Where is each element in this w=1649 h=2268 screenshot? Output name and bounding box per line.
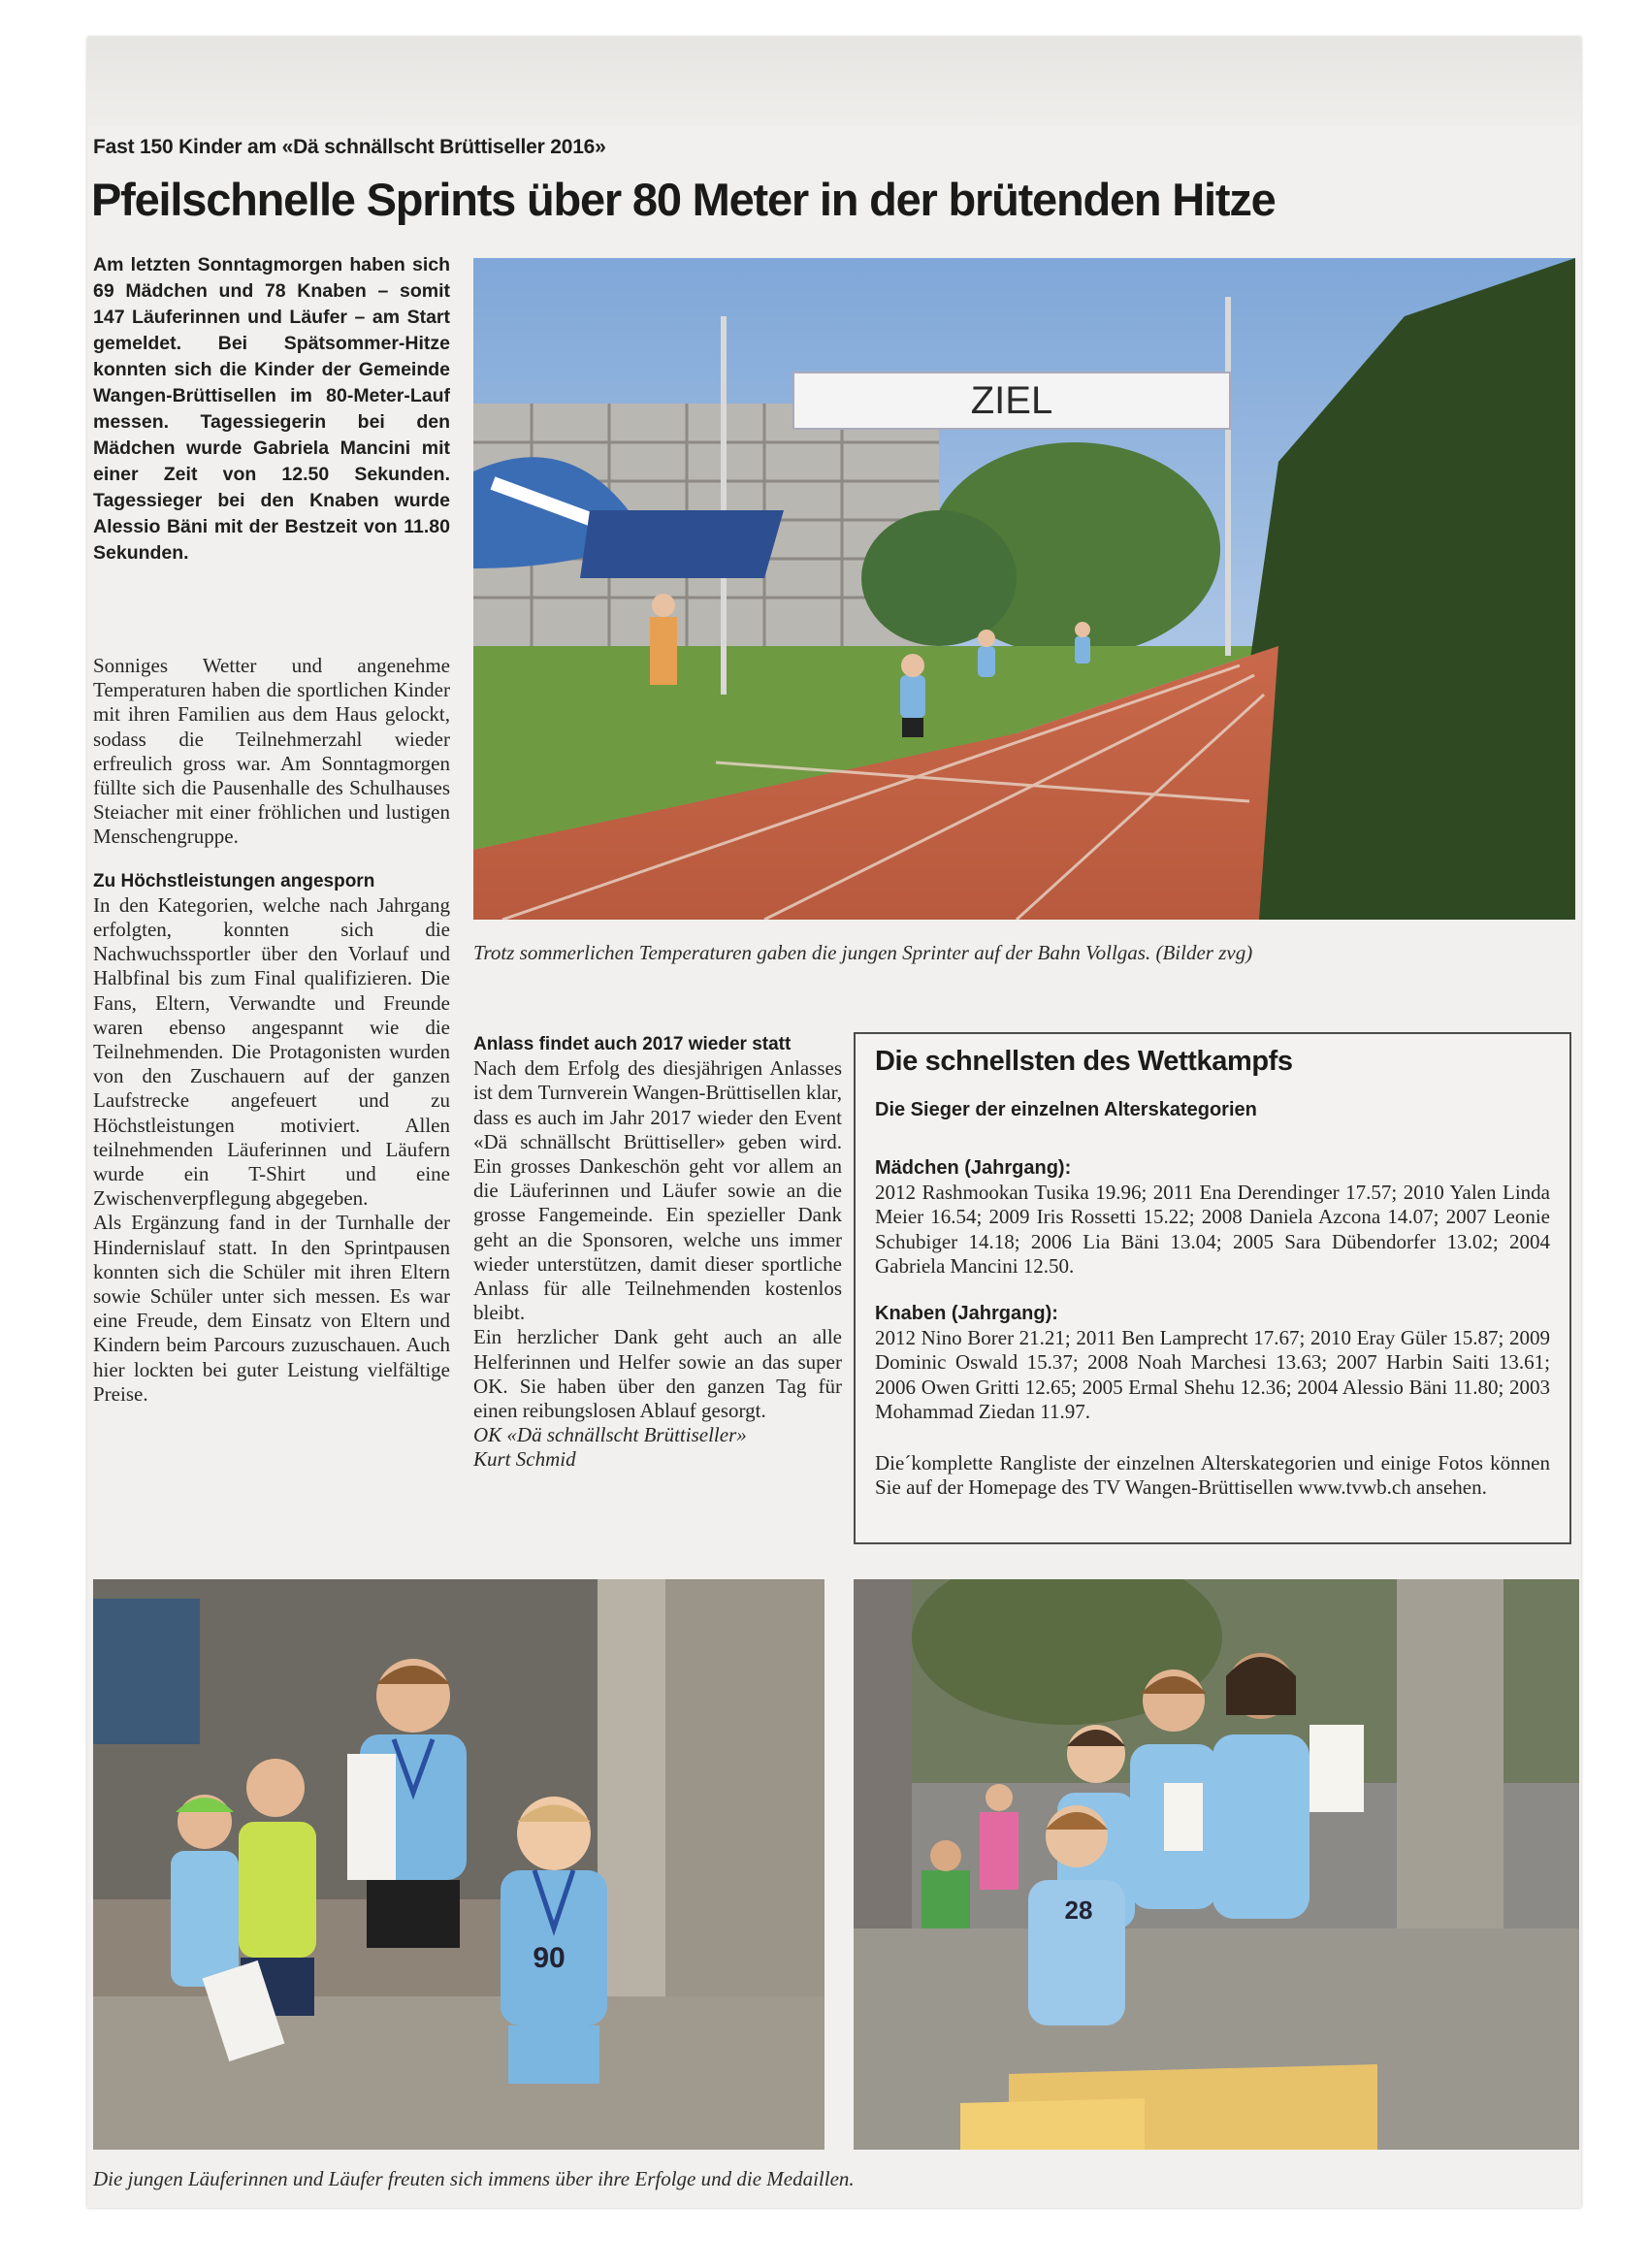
article-paragraph-1: Sonniges Wetter und angenehme Temperaturen haben die sportlichen Kinder mit ihren Familien aus dem Haus gelockt, sodass die Teilnehmerzahl wieder erfreulich gross war. Am Sonntagmorgen füllte sich die Pausenhalle des Schulhauses Steiacher mit einer fröhlichen und lustigen Menschengruppe. <box>93 654 450 849</box>
article-signature-author: Kurt Schmid <box>473 1447 576 1472</box>
finish-banner-text: ZIEL <box>970 379 1053 422</box>
bib-number-90: 90 <box>533 1942 566 1974</box>
article-lead: Am letzten Sonntagmorgen haben sich 69 Mädchen und 78 Knaben – somit 147 Läuferinnen und Läufer – am Start gemeldet. Bei Spätsommer-Hitze konnten sich die Kinder der Gemeinde Wangen-Brüttisellen im 80-Meter-Lauf messen. Tagessiegerin bei den Mädchen wurde Gabriela Mancini mit einer Zeit von 12.50 Sekunden. Tagessieger bei den Knaben wurde Alessio Bäni mit der Bestzeit von 11.80 Sekunden. <box>93 254 450 564</box>
photo-sprint-race <box>473 258 1575 920</box>
photo-boys-medals <box>93 1579 824 2150</box>
article-column-1 <box>93 654 450 1407</box>
faded-header-strip <box>87 37 1581 126</box>
bib-number-28: 28 <box>1064 1895 1093 1925</box>
results-girls-list: 2012 Rashmookan Tusika 19.96; 2011 Ena Derendinger 17.57; 2010 Yalen Linda Meier 16.54; 2009 Iris Rossetti 15.22; 2008 Daniela Azcona 14.07; 2007 Leonie Schubiger 14.18; 2006 Lia Bäni 13.04; 2005 Sara Dübendorfer 13.02; 2004 Gabriela Mancini 12.50. <box>875 1181 1550 1278</box>
results-website-note: Die´komplette Rangliste der einzelnen Alterskategorien und einige Fotos können Sie auf der Homepage des TV Wangen-Brüttisellen www.tvwb.ch ansehen. <box>875 1451 1550 1500</box>
results-girls-label: Mädchen (Jahrgang): <box>875 1157 1072 1179</box>
photo-bottom-caption: Die jungen Läuferinnen und Läufer freuten sich immens über ihre Erfolge und die Medaillen. <box>93 2167 855 2190</box>
newspaper-page <box>87 37 1581 2208</box>
article-paragraph-4: Nach dem Erfolg des diesjährigen Anlasses ist dem Turnverein Wangen-Brüttisellen klar, dass es auch im Jahr 2017 wieder den Event «Dä schnällscht Brüttiseller» geben wird. Ein grosses Dankeschön geht vor allem an die Läuferinnen und Läufer sowie an die grosse Fangemeinde. Ein spezieller Dank geht an die Sponsoren, welche uns immer wieder unterstützen, damit dieser sportliche Anlass für alle Teilnehmenden kostenlos bleibt. <box>473 1056 842 1325</box>
article-paragraph-2: In den Kategorien, welche nach Jahrgang erfolgten, konnten sich die Nachwuchssportler über den Vorlauf und Halbfinal bis zum Final qualifizieren. Die Fans, Eltern, Verwandte und Freunde waren ebenso angespannt wie die Teilnehmenden. Die Protagonisten wurden von den Zuschauern auf der ganzen Laufstrecke angefeuert und zu Höchstleistungen motiviert. Allen teilnehmenden Läuferinnen und Läufern wurde ein T-Shirt und eine Zwischenverpflegung abgegeben. <box>93 892 450 1211</box>
results-box <box>854 1032 1571 1544</box>
results-boys-label: Knaben (Jahrgang): <box>875 1303 1058 1325</box>
article-kicker: Fast 150 Kinder am «Dä schnällscht Brüttiseller 2016» <box>93 136 606 158</box>
article-column-2 <box>473 1032 842 1473</box>
photo-main-caption: Trotz sommerlichen Temperaturen gaben die jungen Sprinter auf der Bahn Vollgas. (Bilder zvg) <box>473 941 1253 964</box>
results-title: Die schnellsten des Wettkampfs <box>875 1046 1293 1077</box>
results-subtitle: Die Sieger der einzelnen Alterskategorien <box>875 1099 1257 1120</box>
article-headline: Pfeilschnelle Sprints über 80 Meter in der brütenden Hitze <box>91 174 1276 225</box>
results-boys-list: 2012 Nino Borer 21.21; 2011 Ben Lamprecht 17.67; 2010 Eray Güler 15.87; 2009 Dominic Oswald 15.37; 2008 Noah Marchesi 13.63; 2007 Harbin Saiti 13.61; 2006 Owen Gritti 12.65; 2005 Ermal Shehu 12.36; 2004 Alessio Bäni 11.80; 2003 Mohammad Ziedan 11.97. <box>875 1326 1550 1423</box>
photo-girls-podium <box>854 1579 1579 2150</box>
article-paragraph-5: Ein herzlicher Dank geht auch an alle Helferinnen und Helfer sowie an das super OK. Sie haben über den ganzen Tag für einen reibungslosen Ablauf gesorgt. <box>473 1325 842 1423</box>
article-signature-org: OK «Dä schnällscht Brüttiseller» <box>473 1423 747 1447</box>
article-subhead-2: Anlass findet auch 2017 wieder statt <box>473 1034 792 1054</box>
article-subhead-1: Zu Höchstleistungen angesporn <box>93 870 375 891</box>
article-paragraph-3: Als Ergänzung fand in der Turnhalle der Hindernislauf statt. In den Sprintpausen konnten sich die Schüler mit ihren Eltern sowie Schüler unter sich messen. Es war eine Freude, dem Einsatz von Eltern und Kindern beim Parcours zuzuschauen. Auch hier lockten bei guter Leistung vielfältige Preise. <box>93 1211 450 1406</box>
